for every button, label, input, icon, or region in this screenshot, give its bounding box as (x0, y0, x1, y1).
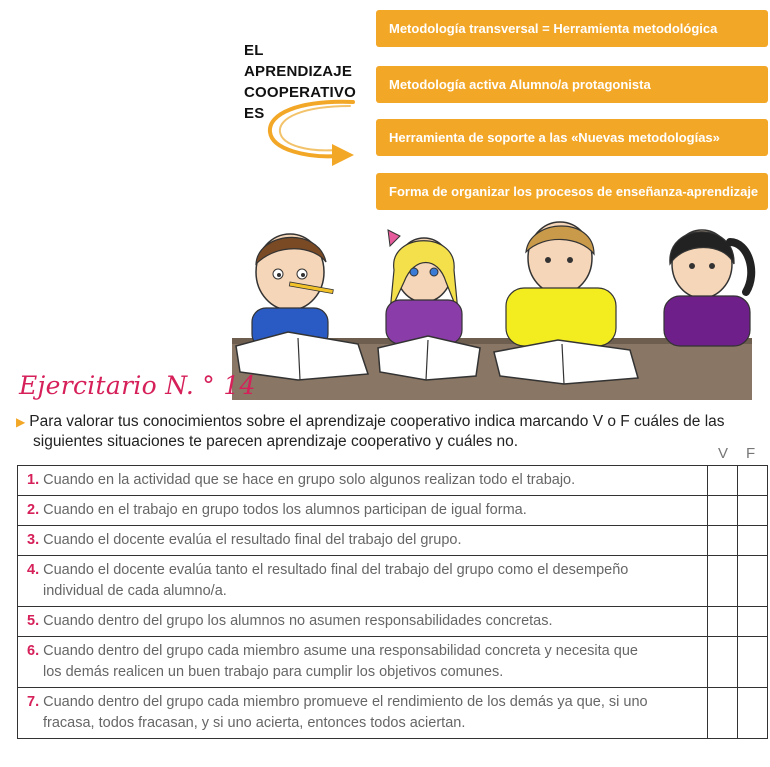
table-row (18, 688, 768, 739)
exercise-title: Ejercitario N. ° 14 (19, 371, 256, 400)
instruction-line-1: Para valorar tus conocimientos sobre el aprendizaje cooperativo indica marcando V o F cuáles de las (29, 413, 725, 430)
answer-cell-f[interactable] (738, 496, 768, 526)
statement-number: 2. (27, 502, 40, 518)
concept-box-3: Herramienta de soporte a las «Nuevas metodologías» (376, 119, 768, 156)
answer-cell-v[interactable] (708, 637, 738, 688)
concept-box-1: Metodología transversal = Herramienta metodológica (376, 10, 768, 47)
heading-line-2: COOPERATIVO ES (244, 84, 356, 122)
answer-cell-f[interactable] (738, 556, 768, 607)
statement-cell (18, 607, 708, 637)
statement-number: 7. (27, 694, 40, 710)
statement-cell (18, 637, 708, 688)
answer-cell-v[interactable] (708, 607, 738, 637)
table-row (18, 607, 768, 637)
statement-text: Cuando el docente evalúa el resultado final del trabajo del grupo. (43, 532, 462, 548)
instruction-line-2: siguientes situaciones te parecen aprendizaje cooperativo y cuáles no. (33, 433, 519, 450)
table-row (18, 466, 768, 496)
statement-text: Cuando dentro del grupo cada miembro promueve el rendimiento de los demás ya que, si uno (43, 694, 648, 710)
triangle-bullet-icon: ▶ (16, 415, 26, 429)
table-row (18, 526, 768, 556)
statement-number: 5. (27, 613, 40, 629)
answer-cell-f[interactable] (738, 466, 768, 496)
concept-box-4: Forma de organizar los procesos de enseñanza-aprendizaje (376, 173, 768, 210)
statement-number: 4. (27, 562, 40, 578)
answer-cell-v[interactable] (708, 496, 738, 526)
answer-cell-v[interactable] (708, 526, 738, 556)
answer-cell-f[interactable] (738, 607, 768, 637)
table-row (18, 556, 768, 607)
answer-cell-v[interactable] (708, 466, 738, 496)
answer-cell-f[interactable] (738, 688, 768, 739)
statement-text: Cuando en la actividad que se hace en grupo solo algunos realizan todo el trabajo. (43, 472, 576, 488)
column-header-f: F (746, 445, 756, 462)
statement-text-continued: los demás realicen un buen trabajo para cumplir los objetivos comunes. (43, 664, 504, 680)
statement-number: 3. (27, 532, 40, 548)
statement-text: Cuando dentro del grupo cada miembro asume una responsabilidad concreta y necesita que (43, 643, 638, 659)
statement-text-continued: individual de cada alumno/a. (43, 583, 227, 599)
answer-cell-f[interactable] (738, 526, 768, 556)
statement-text: Cuando en el trabajo en grupo todos los alumnos participan de igual forma. (43, 502, 527, 518)
statement-number: 6. (27, 643, 40, 659)
statement-cell (18, 688, 708, 739)
curved-arrow-icon (258, 92, 368, 182)
statement-text-continued: fracasa, todos fracasan, y si uno acierta, entonces todos aciertan. (43, 715, 466, 731)
statement-cell (18, 496, 708, 526)
concept-box-2: Metodología activa Alumno/a protagonista (376, 66, 768, 103)
column-header-v: V (718, 445, 729, 462)
answer-cell-f[interactable] (738, 637, 768, 688)
statement-text: Cuando dentro del grupo los alumnos no asumen responsabilidades concretas. (43, 613, 553, 629)
table-row (18, 496, 768, 526)
statement-cell (18, 466, 708, 496)
statement-number: 1. (27, 472, 40, 488)
true-false-table (17, 465, 768, 739)
heading-line-1: EL APRENDIZAJE (244, 42, 353, 80)
answer-cell-v[interactable] (708, 556, 738, 607)
statement-cell (18, 556, 708, 607)
children-studying-illustration (218, 212, 770, 402)
answer-cell-v[interactable] (708, 688, 738, 739)
statement-text: Cuando el docente evalúa tanto el resultado final del trabajo del grupo como el desempeño (43, 562, 629, 578)
exercise-instructions (16, 412, 766, 452)
table-row (18, 637, 768, 688)
statement-cell (18, 526, 708, 556)
